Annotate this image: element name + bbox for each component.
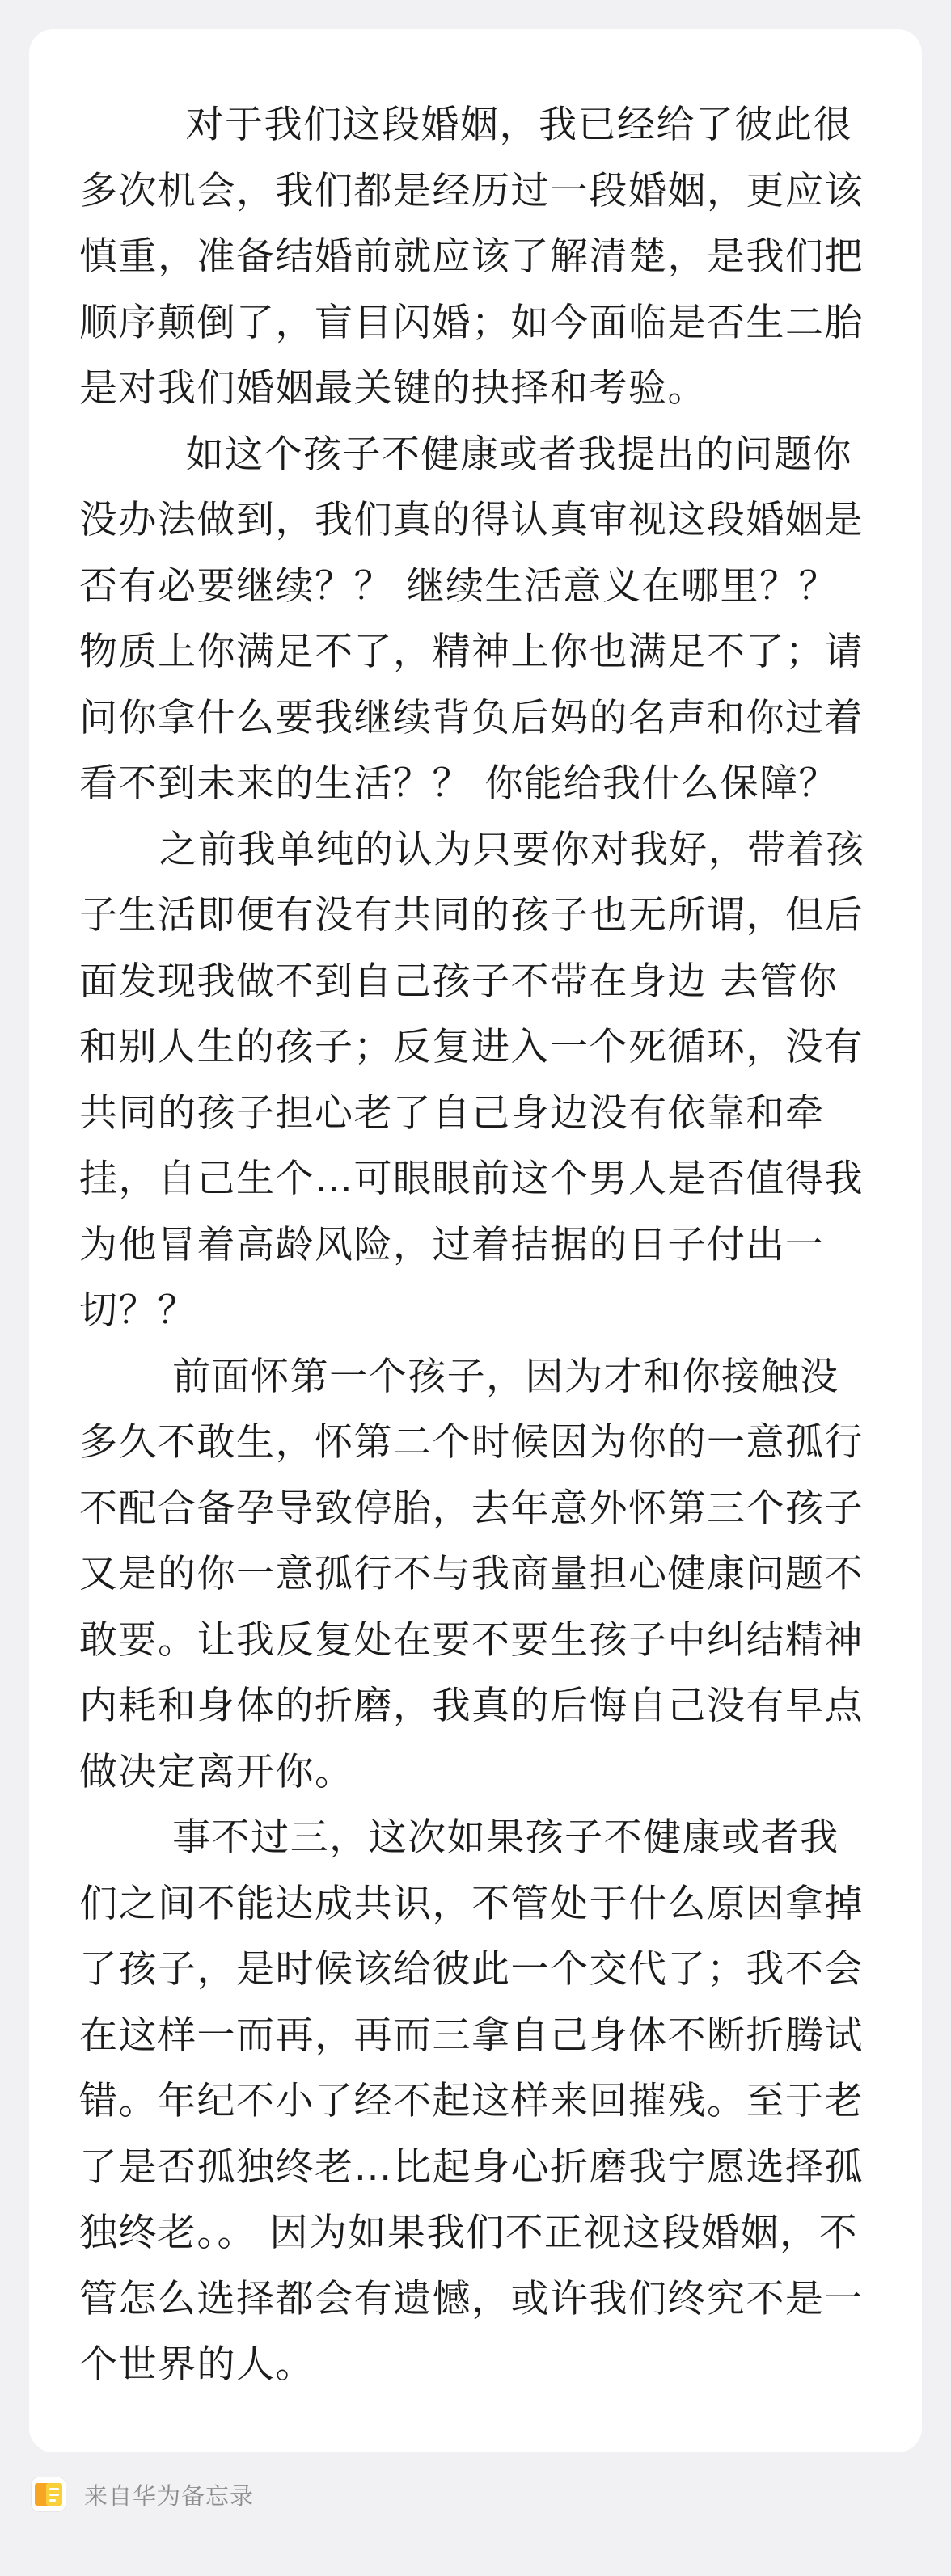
note-paragraph-5: 事不过三，这次如果孩子不健康或者我们之间不能达成共识，不管处于什么原因拿掉了孩子，是时候该给彼此一个交代了；我不会在这样一而再，再而三拿自己身体不断折腾试错。年纪不小了经不起这样来回摧残。至于老了是否孤独终老…比起身心折磨我宁愿选择孤独终老。。 因为如果我们不正视这段婚姻，不管怎么选择都会有遗憾，或许我们终究不是一个世界的人。 <box>79 1815 864 2387</box>
huawei-notepad-icon <box>31 2477 66 2512</box>
note-body <box>79 92 873 2398</box>
note-paragraph-3: 之前我单纯的认为只要你对我好，带着孩子生活即便有没有共同的孩子也无所谓，但后面发现我做不到自己孩子不带在身边 去管你和别人生的孩子；反复进入一个死循环，没有共同的孩子担心老了自己身边没有依靠和牵挂，自己生个…可眼眼前这个男人是否值得我为他冒着高龄风险，过着拮据的日子付出一切？？ <box>79 827 865 1333</box>
source-footer[interactable] <box>31 2475 254 2514</box>
note-paragraph-2: 如这个孩子不健康或者我提出的问题你没办法做到，我们真的得认真审视这段婚姻是否有必要继续？？ 继续生活意义在哪里？？ 物质上你满足不了，精神上你也满足不了；请问你拿什么要我继续背负后妈的名声和你过着看不到未来的生活？？ 你能给我什么保障？ <box>79 432 864 806</box>
source-label: 来自华为备忘录 <box>84 2481 255 2510</box>
note-card <box>29 29 922 2452</box>
note-paragraph-1: 对于我们这段婚姻，我已经给了彼此很多次机会，我们都是经历过一段婚姻，更应该慎重，准备结婚前就应该了解清楚，是我们把顺序颠倒了，盲目闪婚；如今面临是否生二胎是对我们婚姻最关键的抉择和考验。 <box>79 103 864 411</box>
note-paragraph-4: 前面怀第一个孩子，因为才和你接触没多久不敢生，怀第二个时候因为你的一意孤行不配合备孕导致停胎，去年意外怀第三个孩子又是的你一意孤行不与我商量担心健康问题不敢要。让我反复处在要不要生孩子中纠结精神内耗和身体的折磨，我真的后悔自己没有早点做决定离开你。 <box>79 1354 864 1794</box>
